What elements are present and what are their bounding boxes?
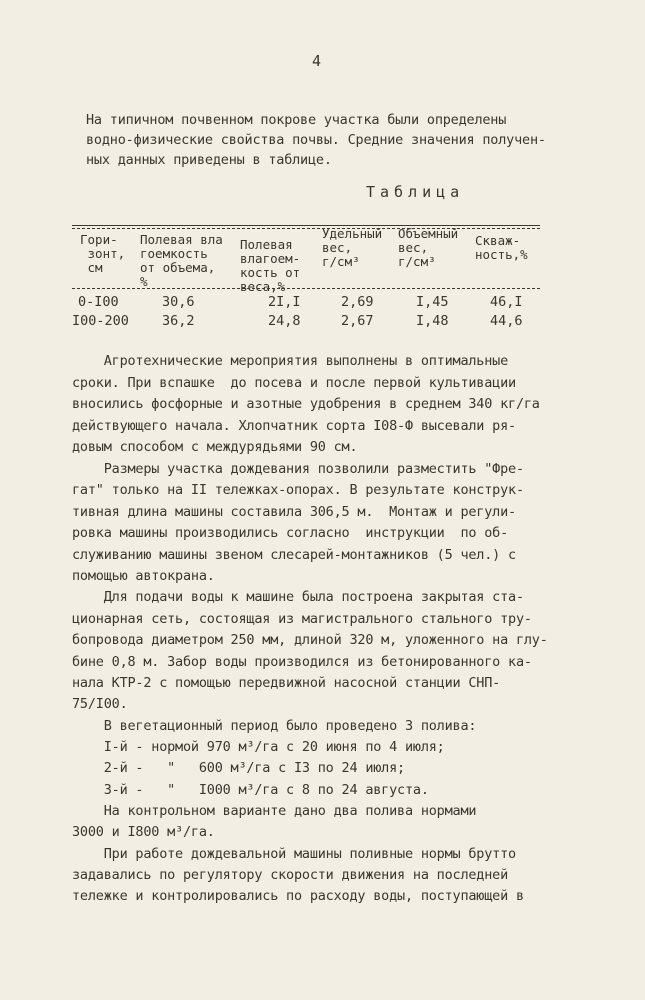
- cell-field-capacity-volume: 36,2: [162, 313, 195, 329]
- header-specific-weight: Удельный вес, г/см³: [322, 226, 383, 269]
- body-line: Размеры участка дождевания позволили разместить "Фре-: [72, 461, 524, 477]
- cell-horizon: 0-I00: [78, 294, 119, 310]
- body-line: тележке и контролировались по расходу воды, поступающей в: [72, 888, 524, 904]
- body-line: довым способом с междурядьями 90 см.: [72, 439, 358, 455]
- cell-specific-weight: 2,67: [341, 313, 374, 329]
- body-line: сроки. При вспашке до посева и после первой культивации: [72, 375, 516, 391]
- body-line: I-й - нормой 970 м³/га с 20 июня по 4 июля;: [72, 739, 445, 755]
- cell-porosity: 46,I: [490, 294, 523, 310]
- body-line: бине 0,8 м. Забор воды производился из бетонированного ка-: [72, 654, 532, 670]
- body-line: тивная длина машины составила 306,5 м. Монтаж и регули-: [72, 504, 516, 520]
- table-header-rule: [72, 288, 540, 289]
- header-field-capacity-weight: Полевая влагоем- кость от веса,%: [240, 237, 301, 294]
- intro-line: На типичном почвенном покрове участка были определены: [86, 112, 507, 128]
- body-line: служиванию машины звеном слесарей-монтажников (5 чел.) с: [72, 547, 516, 563]
- table-top-rule: [72, 225, 540, 226]
- body-line: 2-й - " 600 м³/га с I3 по 24 июля;: [72, 760, 405, 776]
- body-line: задавались по регулятору скорости движения на последней: [72, 867, 509, 883]
- cell-horizon: I00-200: [72, 313, 129, 329]
- header-field-capacity-volume: Полевая вла гоемкость от объема, %: [140, 232, 223, 289]
- page-number: 4: [312, 52, 322, 70]
- cell-porosity: 44,6: [490, 313, 523, 329]
- body-line: На контрольном варианте дано два полива нормами: [72, 803, 477, 819]
- header-horizon: Гори- зонт, см: [80, 232, 126, 275]
- body-line: ционарная сеть, состоящая из магистрального стального тру-: [72, 611, 532, 627]
- body-line: При работе дождевальной машины поливные нормы брутто: [72, 846, 516, 862]
- body-line: 3000 и I800 м³/га.: [72, 824, 215, 840]
- header-porosity: Скваж- ность,%: [475, 233, 528, 262]
- body-line: Агротехнические мероприятия выполнены в оптимальные: [72, 353, 509, 369]
- table-top-dash: [72, 228, 540, 229]
- cell-field-capacity-volume: 30,6: [162, 294, 195, 310]
- cell-field-capacity-weight: 24,8: [268, 313, 301, 329]
- body-line: гат" только на II тележках-опорах. В результате конструк-: [72, 482, 524, 498]
- body-line: вносились фосфорные и азотные удобрения в среднем 340 кг/га: [72, 396, 540, 412]
- intro-line: водно-физические свойства почвы. Средние значения получен-: [86, 132, 546, 148]
- body-line: помощью автокрана.: [72, 568, 215, 584]
- body-line: бопровода диаметром 250 мм, длиной 320 м, уложенного на глу-: [72, 632, 548, 648]
- cell-field-capacity-weight: 2I,I: [268, 294, 301, 310]
- header-bulk-density: Объемный вес, г/см³: [398, 226, 459, 269]
- body-line: В вегетационный период было проведено 3 полива:: [72, 718, 477, 734]
- table-caption: Таблица: [366, 183, 465, 201]
- body-line: действующего начала. Хлопчатник сорта I08-Ф высевали ря-: [72, 418, 516, 434]
- body-line: ровка машины производились согласно инструкции по об-: [72, 525, 509, 541]
- cell-specific-weight: 2,69: [341, 294, 374, 310]
- body-line: 3-й - " I000 м³/га с 8 по 24 августа.: [72, 782, 429, 798]
- body-line: Для подачи воды к машине была построена закрытая ста-: [72, 589, 524, 605]
- body-line: нала КТР-2 с помощью передвижной насосной станции СНП-: [72, 675, 501, 691]
- cell-bulk-density: I,48: [416, 313, 449, 329]
- body-line: 75/I00.: [72, 696, 128, 712]
- intro-line: ных данных приведены в таблице.: [86, 152, 332, 168]
- cell-bulk-density: I,45: [416, 294, 449, 310]
